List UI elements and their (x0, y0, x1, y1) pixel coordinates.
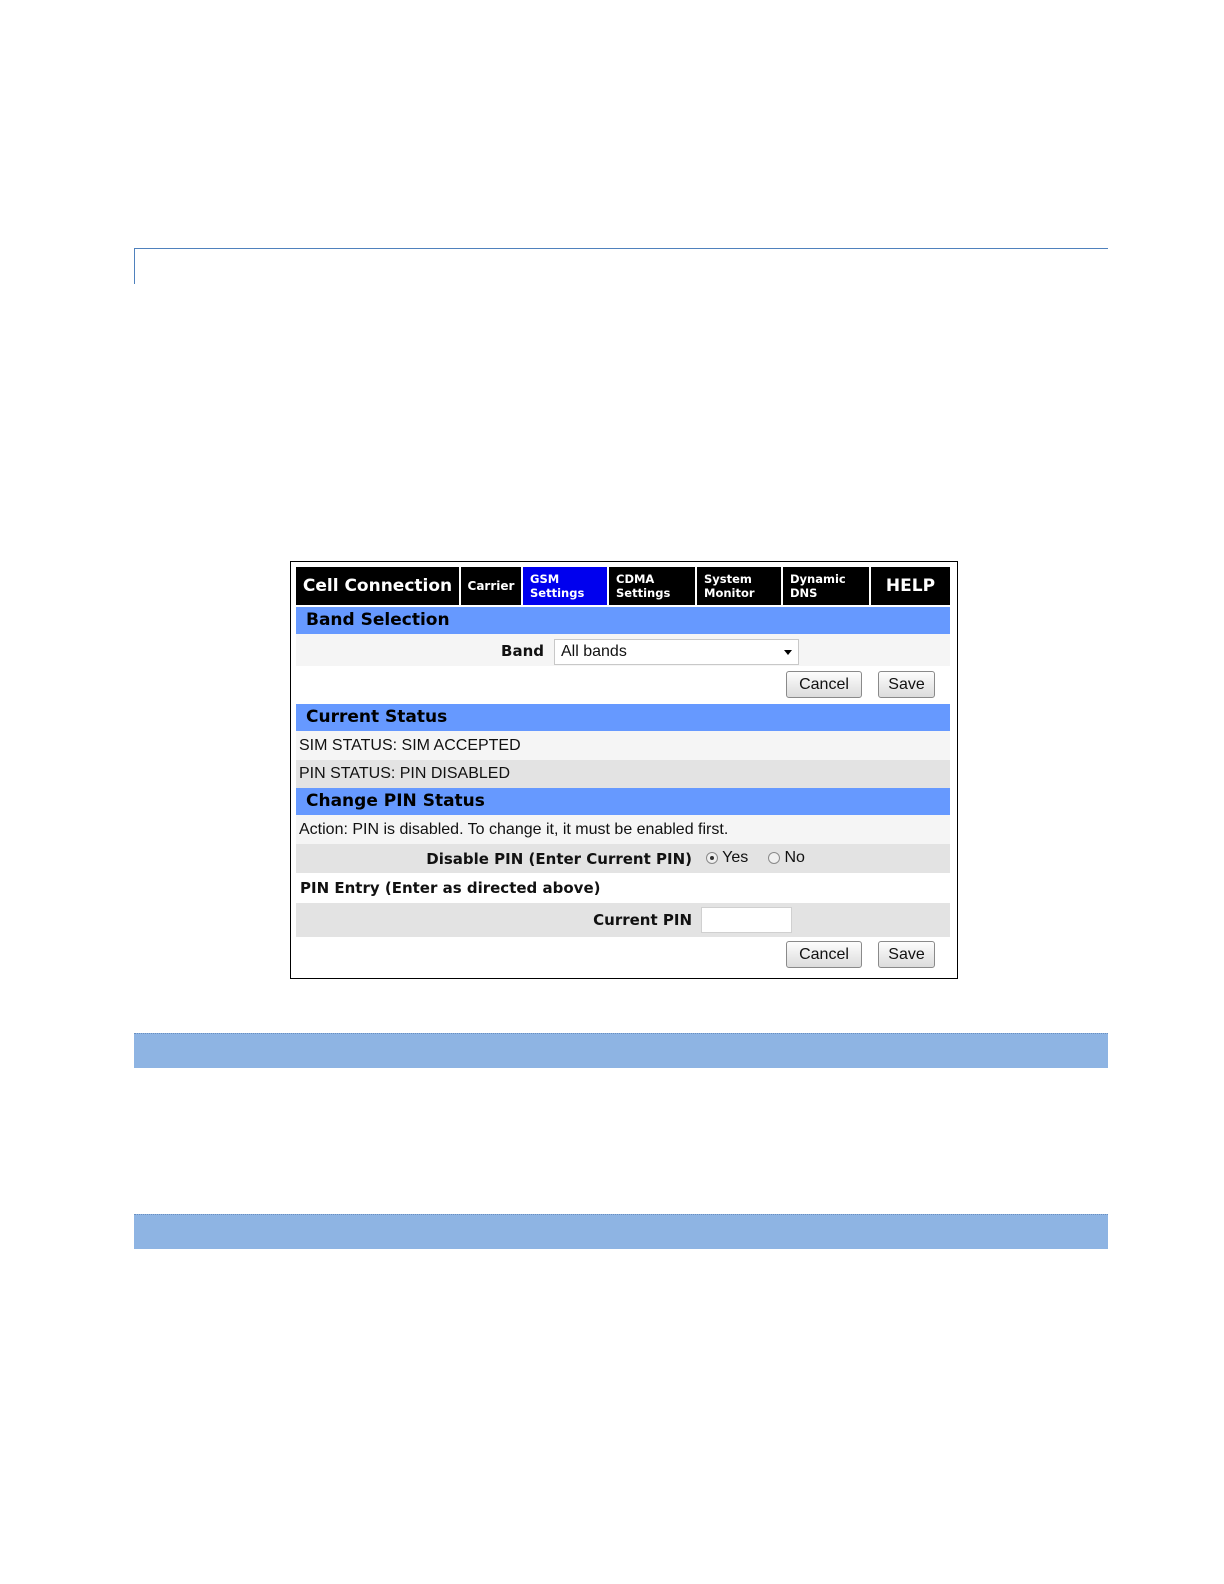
band-row (296, 634, 950, 666)
tab-system-label-line1: System (704, 572, 752, 586)
tab-cdma-settings[interactable] (609, 567, 697, 605)
disable-pin-label: Disable PIN (Enter Current PIN) (426, 850, 692, 868)
tab-help-label: HELP (885, 576, 936, 596)
band-save-button[interactable]: Save (878, 671, 935, 698)
band-label: Band (501, 642, 544, 660)
no-option[interactable] (768, 849, 805, 867)
current-status-header: Current Status (296, 704, 950, 731)
tab-gsm-settings[interactable] (523, 567, 609, 605)
band-select[interactable] (554, 639, 799, 665)
tab-dns-label-line1: Dynamic (790, 572, 846, 586)
band-select-value: All bands (561, 643, 627, 660)
band-selection-header: Band Selection (296, 607, 950, 634)
pin-entry-label: PIN Entry (Enter as directed above) (296, 873, 950, 903)
tab-cdma-label-line1: CDMA (616, 572, 655, 586)
disable-pin-row (296, 844, 950, 873)
tab-bar (296, 567, 950, 605)
change-pin-header: Change PIN Status (296, 788, 950, 815)
no-label: No (784, 849, 805, 866)
tab-gsm-label-line2: Settings (530, 586, 585, 600)
band-buttons-row (296, 666, 950, 704)
tab-system-label-line2: Monitor (704, 586, 755, 600)
pin-status-row: PIN STATUS: PIN DISABLED (296, 760, 950, 788)
pin-buttons-row (296, 937, 950, 971)
current-pin-row (296, 903, 950, 937)
pin-cancel-button[interactable]: Cancel (786, 941, 862, 968)
tab-system-monitor[interactable] (697, 567, 783, 605)
sim-status-row: SIM STATUS: SIM ACCEPTED (296, 731, 950, 760)
tab-cdma-label-line2: Settings (616, 586, 671, 600)
chevron-down-icon (784, 650, 792, 655)
tab-gsm-label-line1: GSM (530, 572, 560, 586)
pin-save-button[interactable]: Save (878, 941, 935, 968)
tab-cell-connection[interactable] (296, 567, 461, 605)
document-heading-rule (134, 248, 1108, 284)
no-radio[interactable] (768, 852, 780, 864)
screenshot-frame (290, 561, 958, 979)
yes-option[interactable] (706, 849, 748, 867)
tab-dns-label-line2: DNS (790, 586, 818, 600)
document-section-bar-2 (134, 1214, 1108, 1249)
band-cancel-button[interactable]: Cancel (786, 671, 862, 698)
tab-dynamic-dns[interactable] (783, 567, 871, 605)
tab-carrier[interactable] (461, 567, 523, 605)
current-pin-label: Current PIN (593, 911, 692, 929)
current-pin-input[interactable] (701, 907, 792, 933)
action-text: Action: PIN is disabled. To change it, it must be enabled first. (296, 815, 950, 844)
gsm-settings-panel (296, 567, 950, 971)
yes-label: Yes (722, 849, 749, 866)
tab-help[interactable] (871, 567, 950, 605)
tab-carrier-label: Carrier (467, 579, 515, 593)
yes-radio[interactable] (706, 852, 718, 864)
tab-cell-connection-label: Cell Connection (302, 576, 453, 596)
document-section-bar-1 (134, 1033, 1108, 1068)
